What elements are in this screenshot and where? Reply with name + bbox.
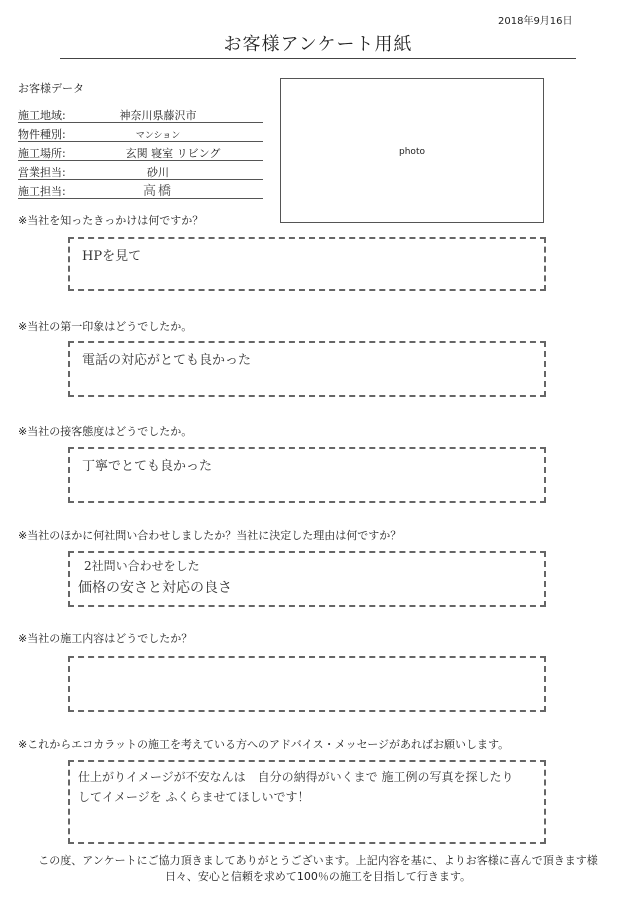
row-value-handwritten: 高橋 — [142, 184, 173, 199]
question-5: ※当社の施工内容はどうでしたか？ — [18, 632, 193, 645]
question-2: ※当社の第一印象はどうでしたか。 — [18, 320, 193, 333]
answer-1-line-1: HPを見て — [82, 249, 142, 264]
customer-row-location — [18, 144, 263, 161]
answer-box-1 — [68, 237, 546, 291]
answer-6-line-1: 仕上がりイメージが不安なんは 自分の納得がいくまで 施工例の写真を探したり — [78, 770, 514, 784]
row-label: 営業担当: — [18, 166, 66, 179]
row-label: 施工担当: — [18, 185, 66, 198]
question-4: ※当社のほかに何社問い合わせしましたか？当社に決定した理由は何ですか？ — [18, 529, 402, 542]
row-value: 玄関 寝室 リビング — [125, 147, 221, 160]
survey-date: 2018年9月16日 — [498, 16, 573, 27]
answer-box-5 — [68, 656, 546, 712]
row-label: 施工場所: — [18, 147, 66, 160]
row-value: 砂川 — [147, 166, 169, 179]
question-1: ※当社を知ったきっかけは何ですか？ — [18, 214, 204, 227]
question-3: ※当社の接客態度はどうでしたか。 — [18, 425, 193, 438]
answer-box-6 — [68, 760, 546, 844]
answer-3-line-1: 丁寧でとても良かった — [82, 459, 213, 474]
title-underline — [60, 58, 576, 59]
answer-box-4 — [68, 551, 546, 607]
row-value: 神奈川県藤沢市 — [119, 109, 197, 122]
row-value: マンション — [135, 131, 181, 141]
answer-box-3 — [68, 447, 546, 503]
photo-placeholder — [280, 78, 544, 223]
row-label: 物件種別: — [18, 128, 66, 141]
answer-6-line-2: してイメージを ふくらませてほしいです！ — [78, 790, 310, 804]
row-label: 施工地域: — [18, 109, 66, 122]
answer-2-line-1: 電話の対応がとても良かった — [82, 353, 252, 368]
answer-4-line-1: 2社問い合わせをした — [84, 559, 200, 573]
footer-line-1: この度、アンケートにご協力頂きましてありがとうございます。上記内容を基に、よりお客様に喜んで頂きます様 — [38, 854, 598, 867]
photo-label: photo — [399, 147, 425, 157]
page-title: お客様アンケート用紙 — [223, 34, 413, 55]
footer-line-2: 日々、安心と信頼を求めて100％の施工を目指して行きます。 — [164, 870, 472, 883]
answer-4-line-2: 価格の安さと対応の良さ — [78, 580, 232, 596]
question-6: ※これからエコカラットの施工を考えている方へのアドバイス・メッセージがあればお願いします。 — [18, 738, 510, 751]
customer-row-area — [18, 106, 263, 123]
customer-row-sales-rep — [18, 163, 263, 180]
customer-row-property-type — [18, 125, 263, 142]
customer-row-installer — [18, 182, 263, 199]
footer-message — [0, 853, 636, 885]
answer-box-2 — [68, 341, 546, 397]
customer-data-heading: お客様データ — [18, 82, 84, 95]
